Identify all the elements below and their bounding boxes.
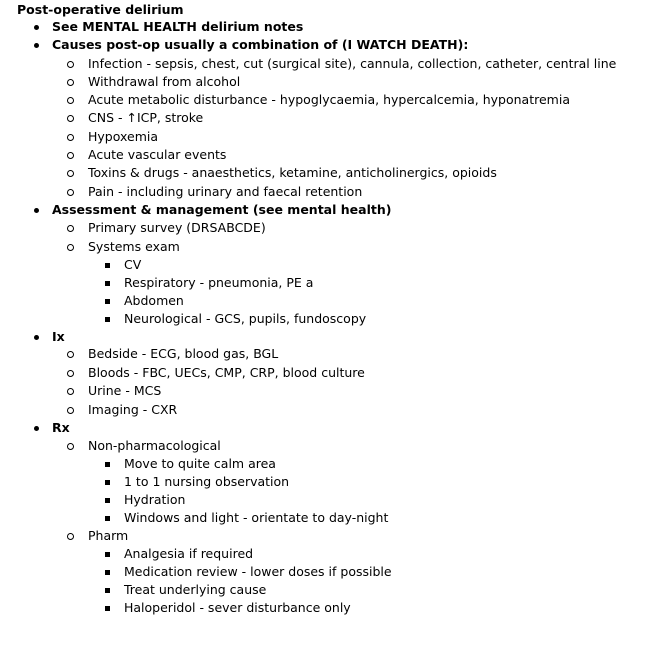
list-item-text: Assessment & management (see mental health) xyxy=(52,202,392,217)
list-item-text: Urine - MCS xyxy=(88,383,162,398)
list-item-text: Abdomen xyxy=(124,293,184,308)
bullet-circle-icon xyxy=(67,79,74,86)
list-item-text: Infection - sepsis, chest, cut (surgical site), cannula, collection, catheter, central line xyxy=(88,56,617,71)
list-item-text: Haloperidol - sever disturbance only xyxy=(124,600,351,615)
list-item-text: Bloods - FBC, UECs, CMP, CRP, blood culture xyxy=(88,365,365,380)
list-item-text: Ix xyxy=(52,329,65,344)
bullet-square-icon xyxy=(105,281,110,286)
list-item-text: Imaging - CXR xyxy=(88,402,178,417)
list-item-text: CNS - ↑ICP, stroke xyxy=(88,110,204,125)
bullet-circle-icon xyxy=(67,61,74,68)
list-item-text: Toxins & drugs - anaesthetics, ketamine, anticholinergics, opioids xyxy=(88,165,497,180)
list-item-text: Hydration xyxy=(124,492,186,507)
list-item-text: 1 to 1 nursing observation xyxy=(124,474,290,489)
bullet-circle-icon xyxy=(67,170,74,177)
bullet-square-icon xyxy=(105,606,110,611)
list-item-text: Acute vascular events xyxy=(88,147,227,162)
bullet-circle-icon xyxy=(67,115,74,122)
list-item-text: Respiratory - pneumonia, PE a xyxy=(124,275,314,290)
bullet-square-icon xyxy=(105,516,110,521)
list-item-text: Treat underlying cause xyxy=(124,582,267,597)
bullet-square-icon xyxy=(105,317,110,322)
list-item-text: Primary survey (DRSABCDE) xyxy=(88,220,266,235)
list-item-text: Pharm xyxy=(88,528,129,543)
bullet-circle-icon xyxy=(67,225,74,232)
list-item-text: Non-pharmacological xyxy=(88,438,221,453)
bullet-disc-icon xyxy=(34,426,39,431)
list-item-text: Bedside - ECG, blood gas, BGL xyxy=(88,346,279,361)
list-item-text: See MENTAL HEALTH delirium notes xyxy=(52,19,304,34)
bullet-disc-icon xyxy=(34,43,39,48)
bullet-square-icon xyxy=(105,552,110,557)
bullet-circle-icon xyxy=(67,443,74,450)
bullet-circle-icon xyxy=(67,370,74,377)
bullet-circle-icon xyxy=(67,351,74,358)
bullet-disc-icon xyxy=(34,25,39,30)
list-item-text: Analgesia if required xyxy=(124,546,254,561)
bullet-square-icon xyxy=(105,498,110,503)
bullet-disc-icon xyxy=(34,335,39,340)
list-item-text: Medication review - lower doses if possible xyxy=(124,564,392,579)
bullet-circle-icon xyxy=(67,189,74,196)
list-item-text: Pain - including urinary and faecal retention xyxy=(88,184,363,199)
list-item-text: Rx xyxy=(52,420,70,435)
list-item-text: Systems exam xyxy=(88,239,180,254)
bullet-square-icon xyxy=(105,299,110,304)
bullet-circle-icon xyxy=(67,152,74,159)
bullet-circle-icon xyxy=(67,407,74,414)
list-item-text: Withdrawal from alcohol xyxy=(88,74,241,89)
list-item-text: Move to quite calm area xyxy=(124,456,276,471)
bullet-circle-icon xyxy=(67,533,74,540)
bullet-circle-icon xyxy=(67,388,74,395)
bullet-circle-icon xyxy=(67,97,74,104)
list-item-text: Acute metabolic disturbance - hypoglycaemia, hypercalcemia, hyponatremia xyxy=(88,92,570,107)
list-item-text: CV xyxy=(124,257,142,272)
bullet-circle-icon xyxy=(67,134,74,141)
bullet-square-icon xyxy=(105,570,110,575)
list-item-text: Causes post-op usually a combination of (I WATCH DEATH): xyxy=(52,37,469,52)
bullet-square-icon xyxy=(105,263,110,268)
list-item-text: Hypoxemia xyxy=(88,129,159,144)
bullet-disc-icon xyxy=(34,208,39,213)
page-title: Post-operative delirium xyxy=(17,2,184,17)
bullet-circle-icon xyxy=(67,244,74,251)
bullet-square-icon xyxy=(105,588,110,593)
bullet-square-icon xyxy=(105,462,110,467)
list-item-text: Windows and light - orientate to day-night xyxy=(124,510,389,525)
list-item-text: Neurological - GCS, pupils, fundoscopy xyxy=(124,311,367,326)
bullet-square-icon xyxy=(105,480,110,485)
